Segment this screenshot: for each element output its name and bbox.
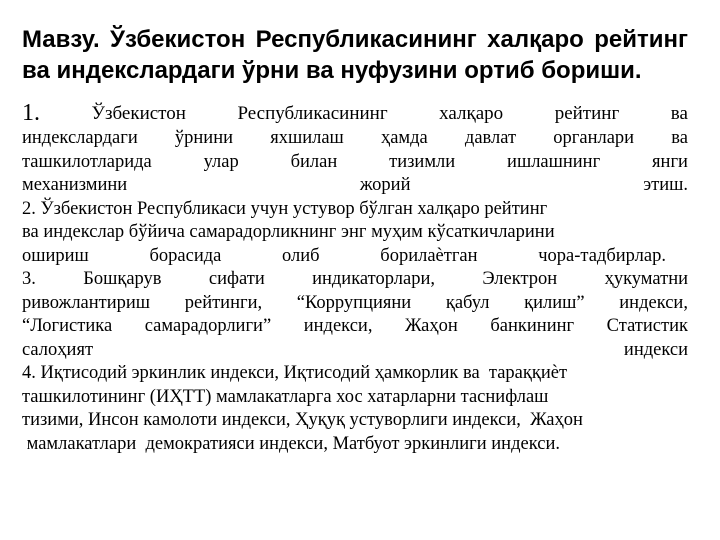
- slide-body: [22, 100, 688, 456]
- word: халқаро: [439, 103, 504, 124]
- word: рейтинги,: [184, 292, 263, 313]
- word: сифати: [208, 269, 265, 289]
- line-text: ва индекслар бўйича самарадорликнинг энг муҳим кўсаткичларини: [22, 222, 555, 242]
- word: ишлашнинг: [507, 151, 601, 172]
- paragraph-1-number: 1.: [22, 100, 40, 126]
- word: индекси: [623, 339, 688, 360]
- word: индекси,: [303, 316, 373, 336]
- word: Электрон: [482, 269, 558, 289]
- paragraph-4-line-1: [22, 362, 688, 386]
- word: ривожлантириш: [22, 292, 151, 313]
- paragraph-3-line-4: [22, 339, 688, 363]
- paragraph-3-line-3: [22, 315, 688, 339]
- word: индекси,: [619, 292, 688, 313]
- line-text: 4. Иқтисодий эркинлик индекси, Иқтисодий ҳамкорлик ва тараққиѐт: [22, 363, 568, 383]
- paragraph-1-line-4: [22, 174, 688, 198]
- word: Жаҳон: [405, 316, 458, 336]
- line-text: мамлакатлари демократияси индекси, Матбуот эркинлиги индекси.: [22, 433, 560, 454]
- word: механизмини: [22, 175, 128, 195]
- word: Республикасининг: [237, 103, 388, 124]
- paragraph-1-line-1: [22, 100, 688, 127]
- word: индикаторлари,: [312, 269, 435, 289]
- paragraph-1-line-3: [22, 151, 688, 175]
- line-text: 2. Ўзбекистон Республикаси учун устувор бўлган халқаро рейтинг: [22, 198, 548, 219]
- word: чора-тадбирлар.: [538, 245, 666, 266]
- word: яхшилаш: [270, 128, 344, 148]
- word: ва: [671, 128, 688, 148]
- word: олиб: [282, 245, 320, 266]
- word: жорий: [359, 175, 411, 195]
- word: Бошқарув: [83, 269, 162, 289]
- line-text: ташкилотининг (ИҲТТ) мамлакатларга хос хатарларни таснифлаш: [22, 386, 549, 407]
- word: Ўзбекистон: [91, 103, 186, 124]
- word: этиш.: [643, 175, 688, 195]
- word: “Логистика: [22, 316, 113, 336]
- word: қабул: [445, 292, 490, 313]
- line-text: тизими, Инсон камолоти индекси, Ҳуқуқ устуворлиги индекси, Жаҳон: [22, 410, 583, 430]
- word: 3.: [22, 269, 36, 289]
- word: қилиш”: [524, 292, 585, 313]
- word: улар: [203, 151, 239, 172]
- word: ҳамда: [380, 128, 428, 148]
- word: рейтинг: [554, 103, 620, 124]
- paragraph-2-line-3: [22, 245, 688, 269]
- word: “Коррупцияни: [296, 292, 412, 313]
- word: ҳукуматни: [604, 269, 688, 289]
- word: давлат: [464, 128, 517, 148]
- paragraph-3-line-1: [22, 268, 688, 292]
- word: органлари: [553, 128, 635, 148]
- paragraph-2-line-2: [22, 221, 688, 245]
- slide: [22, 24, 688, 524]
- paragraph-4-line-4: [22, 433, 688, 457]
- paragraph-4-line-2: [22, 386, 688, 410]
- word: банкининг: [490, 316, 575, 336]
- word: ошириш: [22, 245, 89, 266]
- paragraph-2-line-1: [22, 198, 688, 222]
- word: янги: [652, 151, 688, 172]
- word: борасида: [149, 245, 222, 266]
- word: индекслардаги: [22, 128, 138, 148]
- word: Статистик: [606, 316, 688, 336]
- paragraph-1-line-2: [22, 127, 688, 151]
- word: самарадорлиги”: [144, 316, 272, 336]
- word: борилаѐтган: [380, 245, 478, 266]
- word: тизимли: [389, 151, 456, 172]
- word: салоҳият: [22, 339, 94, 360]
- paragraph-4-line-3: [22, 409, 688, 433]
- word: билан: [290, 151, 338, 172]
- slide-title: Мавзу. Ўзбекистон Республикасининг халқаро рейтинг ва индекслардаги ўрни ва нуфузини ортиб бориши.: [22, 26, 688, 84]
- word: ўрнини: [174, 128, 234, 148]
- word: ташкилотларида: [22, 151, 152, 172]
- word: ва: [670, 103, 688, 124]
- paragraph-3-line-2: [22, 292, 688, 316]
